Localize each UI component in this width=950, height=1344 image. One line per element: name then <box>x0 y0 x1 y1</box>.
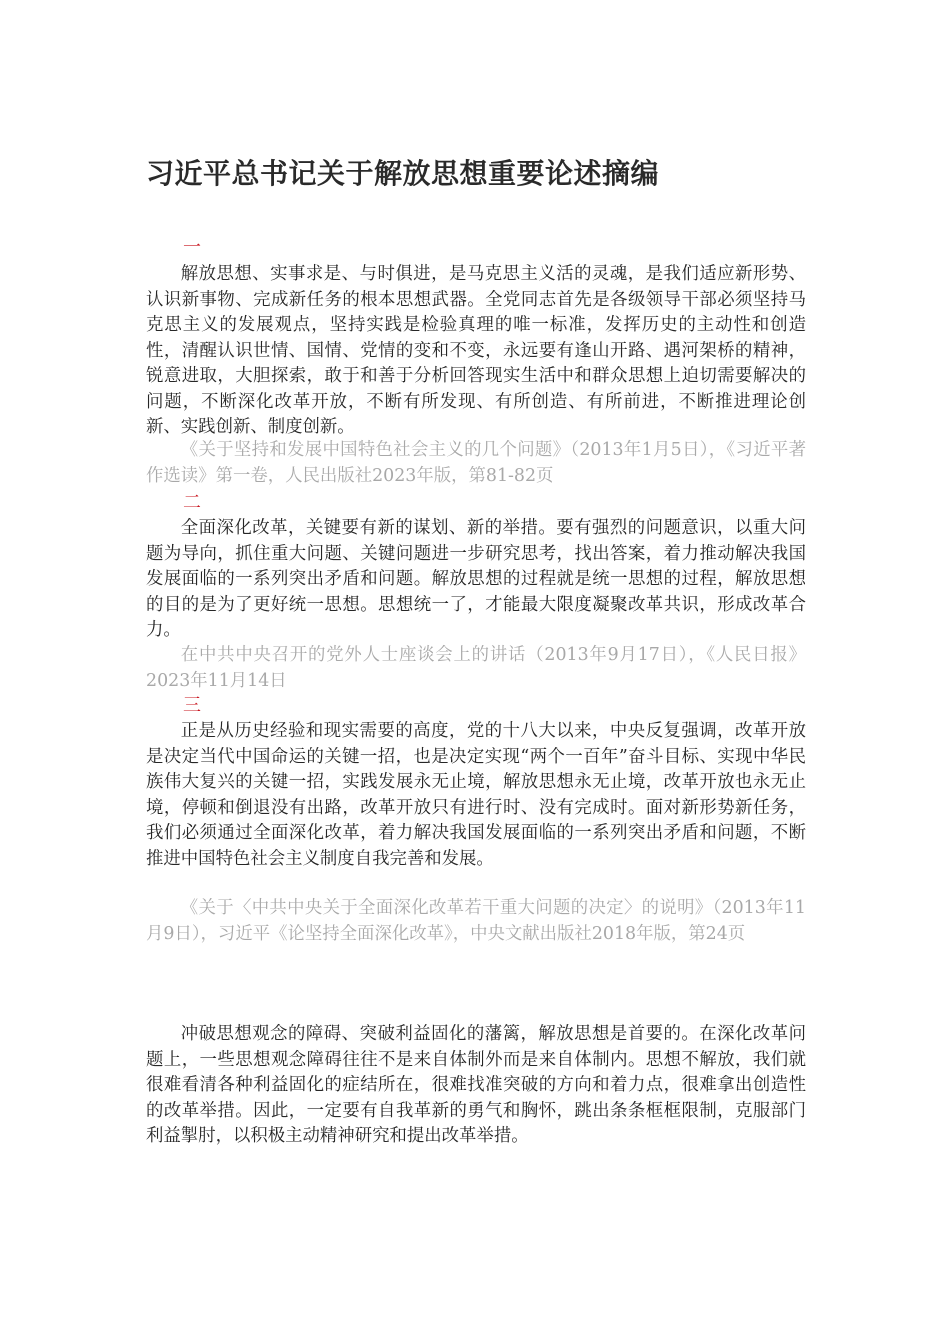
section-1-source: 《关于坚持和发展中国特色社会主义的几个问题》（2013年1月5日），《习近平著作选读》第一卷，人民出版社2023年版，第81-82页 <box>146 440 806 486</box>
section-2-source: 在中共中央召开的党外人士座谈会上的讲话（2013年9月17日），《人民日报》2023年11月14日 <box>146 645 806 691</box>
extra-paragraph: 冲破思想观念的障碍、突破利益固化的藩篱，解放思想是首要的。在深化改革问题上，一些思想观念障碍往往不是来自体制外而是来自体制内。思想不解放，我们就很难看清各种利益固化的症结所在，很难找准突破的方向和着力点，很难拿出创造性的改革举措。因此，一定要有自我革新的勇气和胸怀，跳出条条框框限制，克服部门利益掣肘，以积极主动精神研究和提出改革举措。 <box>146 1024 806 1146</box>
section-3-body: 正是从历史经验和现实需要的高度，党的十八大以来，中央反复强调，改革开放是决定当代中国命运的关键一招，也是决定实现“两个一百年”奋斗目标、实现中华民族伟大复兴的关键一招，实践发展永无止境，解放思想永无止境，改革开放也永无止境，停顿和倒退没有出路，改革开放只有进行时、没有完成时。面对新形势新任务，我们必须通过全面深化改革，着力解决我国发展面临的一系列突出矛盾和问题，不断推进中国特色社会主义制度自我完善和发展。 <box>146 721 806 869</box>
section-2-marker: 二 <box>183 492 201 513</box>
section-1-marker: 一 <box>183 237 201 258</box>
section-3-marker: 三 <box>183 695 201 716</box>
document-title: 习近平总书记关于解放思想重要论述摘编 <box>146 157 660 190</box>
section-1-body: 解放思想、实事求是、与时俱进，是马克思主义活的灵魂，是我们适应新形势、认识新事物、完成新任务的根本思想武器。全党同志首先是各级领导干部必须坚持马克思主义的发展观点，坚持实践是检验真理的唯一标准，发挥历史的主动性和创造性，清醒认识世情、国情、党情的变和不变，永远要有逢山开路、遇河架桥的精神，锐意进取，大胆探索，敢于和善于分析回答现实生活中和群众思想上迫切需要解决的问题，不断深化改革开放，不断有所发现、有所创造、有所前进，不断推进理论创新、实践创新、制度创新。 <box>146 264 806 437</box>
section-2-body: 全面深化改革，关键要有新的谋划、新的举措。要有强烈的问题意识，以重大问题为导向，抓住重大问题、关键问题进一步研究思考，找出答案，着力推动解决我国发展面临的一系列突出矛盾和问题。解放思想的过程就是统一思想的过程，解放思想的目的是为了更好统一思想。思想统一了，才能最大限度凝聚改革共识，形成改革合力。 <box>146 518 806 640</box>
section-3-source: 《关于〈中共中央关于全面深化改革若干重大问题的决定〉的说明》（2013年11月9日），习近平《论坚持全面深化改革》，中央文献出版社2018年版，第24页 <box>146 898 806 944</box>
